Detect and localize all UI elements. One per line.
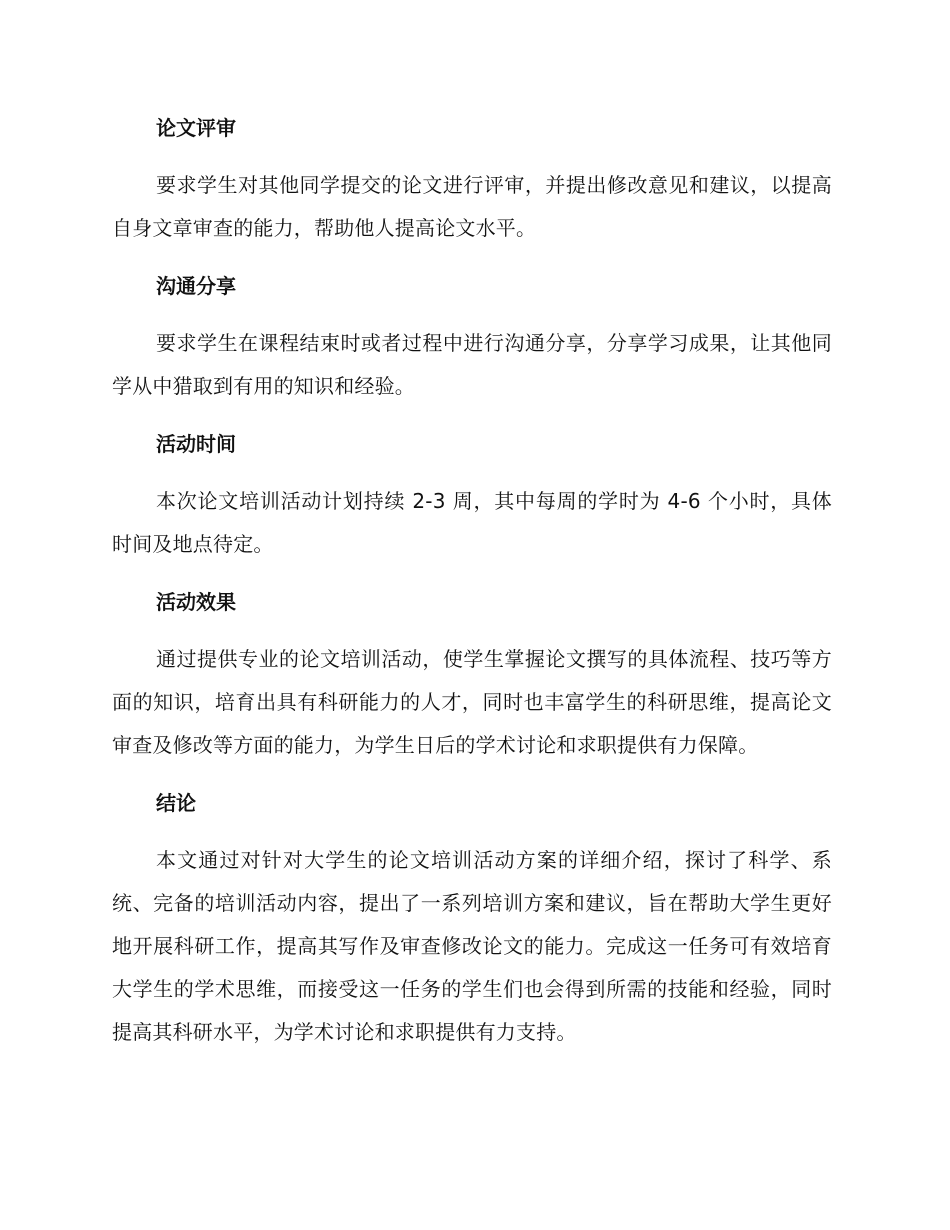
section-heading: 活动效果 [156, 590, 236, 614]
section-heading: 活动时间 [156, 432, 236, 456]
section-paragraph: 本次论文培训活动计划持续 2-3 周，其中每周的学时为 4-6 个小时，具体时间及地点待定。 [112, 489, 832, 556]
section-activity-time [112, 428, 832, 566]
section-heading: 结论 [156, 791, 196, 815]
section-communication-sharing [112, 270, 832, 408]
section-conclusion [112, 787, 832, 1054]
section-paragraph: 本文通过对针对大学生的论文培训活动方案的详细介绍，探讨了科学、系统、完备的培训活动内容，提出了一系列培训方案和建议，旨在帮助大学生更好地开展科研工作，提高其写作及审查修改论文的能力。完成这一任务可有效培育大学生的学术思维，而接受这一任务的学生们也会得到所需的技能和经验，同时提高其科研水平，为学术讨论和求职提供有力支持。 [112, 848, 832, 1044]
section-paragraph: 要求学生对其他同学提交的论文进行评审，并提出修改意见和建议，以提高自身文章审查的能力，帮助他人提高论文水平。 [112, 173, 832, 240]
section-heading: 沟通分享 [156, 274, 236, 298]
section-paper-review [112, 112, 832, 250]
section-paragraph: 要求学生在课程结束时或者过程中进行沟通分享，分享学习成果，让其他同学从中猎取到有用的知识和经验。 [112, 331, 832, 398]
section-activity-effect [112, 586, 832, 767]
section-paragraph: 通过提供专业的论文培训活动，使学生掌握论文撰写的具体流程、技巧等方面的知识，培育出具有科研能力的人才，同时也丰富学生的科研思维，提高论文审查及修改等方面的能力，为学生日后的学术讨论和求职提供有力保障。 [112, 647, 832, 757]
section-heading: 论文评审 [156, 116, 236, 140]
